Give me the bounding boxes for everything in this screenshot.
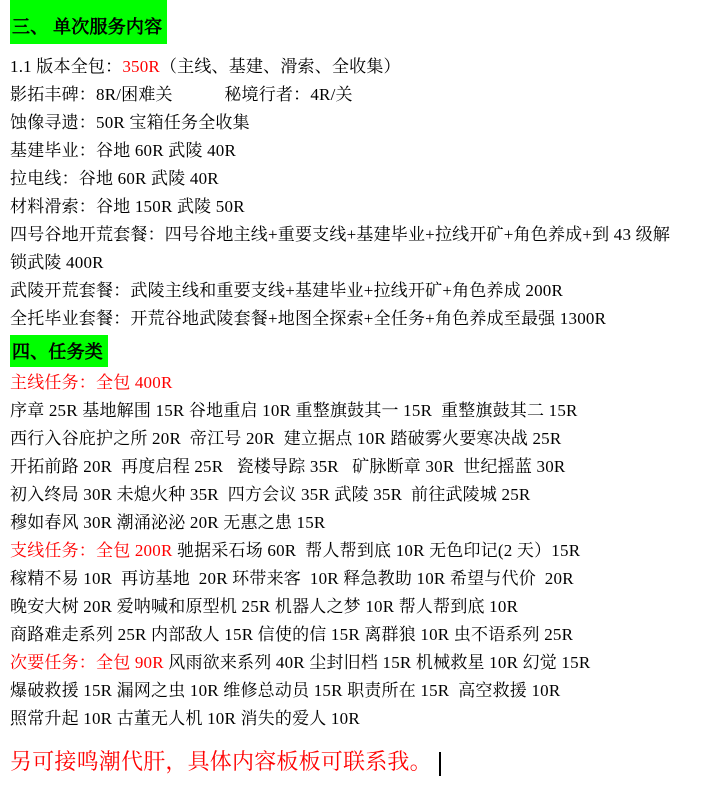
doc-line — [10, 481, 716, 509]
doc-line — [10, 221, 716, 249]
text-segment: 锁武陵 400R — [10, 253, 104, 272]
doc-line — [10, 593, 716, 621]
doc-line — [10, 369, 716, 397]
doc-line — [10, 277, 716, 305]
doc-line — [10, 249, 716, 277]
text-segment: 序章 25R 基地解围 15R 谷地重启 10R 重整旗鼓其一 15R 重整旗鼓其二 15R — [10, 401, 578, 420]
text-segment: 初入终局 30R 未熄火种 35R 四方会议 35R 武陵 35R 前往武陵城 25R — [10, 485, 531, 504]
text-segment: 1.1 版本全包： — [10, 57, 123, 76]
section-heading — [10, 335, 716, 367]
doc-line — [10, 537, 716, 565]
text-segment: 武陵开荒套餐：武陵主线和重要支线+基建毕业+拉线开矿+角色养成 200R — [10, 281, 564, 300]
text-segment: 影拓丰碑：8R/困难关 秘境行者：4R/关 — [10, 85, 353, 104]
doc-line — [10, 649, 716, 677]
doc-line — [10, 677, 716, 705]
text-segment: 穆如春风 30R 潮涌泌泌 20R 无惠之患 15R — [10, 513, 326, 532]
text-cursor-icon — [439, 752, 442, 776]
doc-line — [10, 109, 716, 137]
doc-line — [10, 397, 716, 425]
text-segment: 西行入谷庇护之所 20R 帝江号 20R 建立据点 10R 踏破雾火要寒决战 25R — [10, 429, 562, 448]
section-heading — [10, 0, 716, 44]
green-highlight — [10, 0, 167, 44]
text-segment: 商路难走系列 25R 内部敌人 15R 信使的信 15R 离群狼 10R 虫不语系列 25R — [10, 625, 574, 644]
doc-line — [10, 193, 716, 221]
text-segment: 材料滑索：谷地 150R 武陵 50R — [10, 197, 245, 216]
doc-line — [10, 705, 716, 733]
text-segment: 支线任务：全包 200R — [10, 541, 173, 560]
text-segment: 开拓前路 20R 再度启程 25R 瓷楼导踪 35R 矿脉断章 30R 世纪摇蓝 30R — [10, 457, 566, 476]
footer-note — [10, 747, 716, 777]
doc-line — [10, 453, 716, 481]
text-segment: 风雨欲来系列 40R 尘封旧档 15R 机械救星 10R 幻觉 15R — [163, 653, 591, 672]
doc-line — [10, 305, 716, 333]
text-segment: （主线、基建、滑索、全收集） — [159, 57, 401, 76]
text-segment: 三、 单次服务内容 — [12, 17, 163, 37]
text-segment: 350R — [122, 57, 160, 76]
green-highlight — [10, 335, 108, 367]
text-segment: 驰据采石场 60R 帮人帮到底 10R 无色印记(2 天）15R — [172, 541, 581, 560]
text-segment: 次要任务：全包 90R — [10, 653, 164, 672]
text-segment: 拉电线：谷地 60R 武陵 40R — [10, 169, 219, 188]
text-segment: 晚安大树 20R 爱呐喊和原型机 25R 机器人之梦 10R 帮人帮到底 10R — [10, 597, 519, 616]
text-segment: 蚀像寻遗：50R 宝箱任务全收集 — [10, 113, 250, 132]
doc-line — [10, 81, 716, 109]
text-segment: 另可接鸣潮代肝，具体内容板板可联系我。 — [10, 749, 432, 774]
doc-line — [10, 565, 716, 593]
text-segment: 全托毕业套餐：开荒谷地武陵套餐+地图全探索+全任务+角色养成至最强 1300R — [10, 309, 607, 328]
doc-line — [10, 137, 716, 165]
text-segment: 照常升起 10R 古董无人机 10R 消失的爱人 10R — [10, 709, 360, 728]
text-segment: 四号谷地开荒套餐：四号谷地主线+重要支线+基建毕业+拉线开矿+角色养成+到 43 级解 — [10, 225, 671, 244]
doc-line — [10, 425, 716, 453]
doc-line — [10, 53, 716, 81]
doc-line — [10, 621, 716, 649]
text-segment: 稼精不易 10R 再访基地 20R 环带来客 10R 释急教助 10R 希望与代价 20R — [10, 569, 574, 588]
text-segment: 基建毕业：谷地 60R 武陵 40R — [10, 141, 237, 160]
doc-line — [10, 509, 716, 537]
text-segment: 四、任务类 — [12, 342, 103, 362]
text-segment: 爆破救援 15R 漏网之虫 10R 维修总动员 15R 职责所在 15R 高空救援 10R — [10, 681, 561, 700]
doc-line — [10, 165, 716, 193]
text-segment: 主线任务：全包 400R — [10, 373, 173, 392]
